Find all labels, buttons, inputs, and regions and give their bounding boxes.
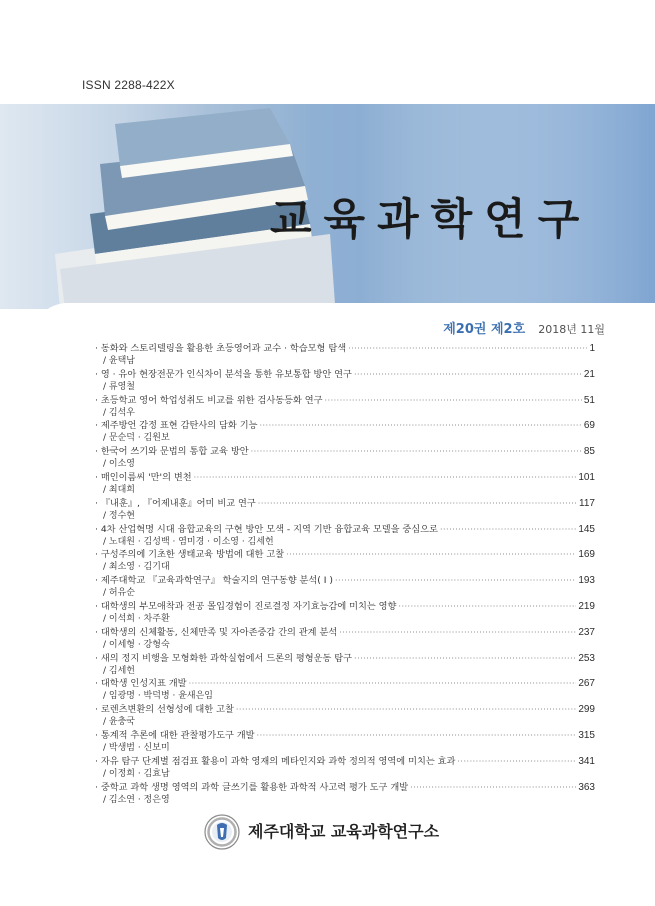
toc-entry xyxy=(95,601,595,627)
toc-authors: / 이석희 · 차주환 xyxy=(103,613,170,624)
toc-entry xyxy=(95,653,595,679)
issue-date: 2018년 11월 xyxy=(538,323,605,336)
leader-dots xyxy=(325,395,582,407)
toc-authors: / 류영철 xyxy=(103,381,135,392)
leader-dots xyxy=(398,601,576,613)
toc-title: · 영 · 유아 현장전문가 인식차이 분석을 통한 유보통합 방안 연구 xyxy=(95,368,352,380)
toc-title: · 동화와 스토리텔링을 활용한 초등영어과 교수 · 학습모형 탐색 xyxy=(95,343,347,354)
toc-title: · 대학생의 부모애착과 전공 몰입경험이 진로결정 자기효능감에 미치는 영향 xyxy=(95,600,397,612)
toc-page: 145 xyxy=(578,523,595,535)
toc-title: · 매인이름씨 '만'의 변천 xyxy=(95,471,192,483)
toc-entry xyxy=(95,524,595,550)
issue-info xyxy=(443,318,605,337)
toc-authors: / 최소영 · 김기대 xyxy=(103,562,170,573)
toc-authors: / 김세헌 xyxy=(103,665,135,676)
toc-authors: / 김소연 · 정은영 xyxy=(103,794,170,805)
toc-authors: / 이소영 xyxy=(103,459,135,470)
toc-page: 1 xyxy=(589,343,595,354)
leader-dots xyxy=(286,549,576,561)
toc-title: · 구성주의에 기초한 생태교육 방법에 대한 고찰 xyxy=(95,549,285,561)
toc-authors: / 허유순 xyxy=(103,588,135,599)
toc-page: 341 xyxy=(578,755,595,767)
toc-title: · 4차 산업혁명 시대 융합교육의 구현 방안 모색 - 지역 기반 융합교육 모델을 중심으로 xyxy=(95,523,438,535)
leader-dots xyxy=(354,369,582,381)
toc-page: 253 xyxy=(578,652,595,664)
toc-title: · 자유 탐구 단계별 점검표 활용이 과학 영재의 메타인지와 과학 정의적 영역에 미치는 효과 xyxy=(95,755,456,767)
leader-dots xyxy=(457,756,576,768)
toc-entry xyxy=(95,782,595,808)
toc-title: · 초등학교 영어 학업성취도 비교를 위한 검사동등화 연구 xyxy=(95,394,323,406)
leader-dots xyxy=(259,420,581,432)
toc-authors: / 정수현 xyxy=(103,510,135,521)
toc-entry xyxy=(95,369,595,395)
journal-title: 교육과학연구 xyxy=(270,195,592,245)
toc-title: · 새의 정지 비행을 모형화한 과학실험에서 드론의 평형운동 탐구 xyxy=(95,652,353,664)
issue-volume: 제20권 제2호 xyxy=(443,322,526,337)
toc-entry xyxy=(95,498,595,524)
leader-dots xyxy=(339,627,576,639)
toc-authors: / 이세형 · 강형숙 xyxy=(103,639,170,650)
toc-page: 363 xyxy=(578,781,595,793)
toc-entry xyxy=(95,343,595,369)
toc-authors: / 최대희 xyxy=(103,484,135,495)
toc-authors: / 이정희 · 김효남 xyxy=(103,768,170,779)
toc-authors: / 윤택남 xyxy=(103,356,135,366)
toc-authors: / 임광명 · 박덕병 · 윤새은임 xyxy=(103,691,213,702)
issn-number: ISSN 2288-422X xyxy=(82,78,175,92)
toc-page: 219 xyxy=(578,600,595,612)
toc-entry xyxy=(95,678,595,704)
toc-page: 315 xyxy=(578,729,595,741)
leader-dots xyxy=(251,446,582,458)
leader-dots xyxy=(410,782,576,794)
toc-title: · 통계적 추론에 대한 관찰평가도구 개발 xyxy=(95,729,255,741)
toc-entry xyxy=(95,446,595,472)
toc-page: 237 xyxy=(578,626,595,638)
toc-page: 299 xyxy=(578,704,595,716)
toc-entry xyxy=(95,756,595,782)
toc-page: 85 xyxy=(583,446,595,458)
leader-dots xyxy=(440,524,576,536)
toc-title: · 제주대학교 『교육과학연구』 학술지의 연구동향 분석( I ) xyxy=(95,575,333,587)
leader-dots xyxy=(257,730,577,742)
leader-dots xyxy=(194,472,577,484)
toc-page: 51 xyxy=(583,394,595,406)
toc-entry xyxy=(95,549,595,575)
toc-page: 69 xyxy=(583,420,595,432)
institute-seal-icon xyxy=(204,814,240,850)
toc-title: · 중학교 과학 생명 영역의 과학 글쓰기를 활용한 과학적 사고력 평가 도구 개발 xyxy=(95,781,409,793)
toc-page: 101 xyxy=(578,471,595,483)
publisher-name: 제주대학교 교육과학연구소 xyxy=(248,822,440,841)
toc-authors: / 김석우 xyxy=(103,407,135,418)
toc-page: 267 xyxy=(578,678,595,690)
toc-entry xyxy=(95,472,595,498)
toc-entry xyxy=(95,395,595,421)
toc-title: · 『내훈』, 『어제내훈』어미 비교 연구 xyxy=(95,497,256,509)
leader-dots xyxy=(189,678,577,690)
toc-page: 117 xyxy=(579,497,595,509)
toc-page: 169 xyxy=(578,549,595,561)
leader-dots xyxy=(258,498,577,510)
toc-entry xyxy=(95,420,595,446)
leader-dots xyxy=(236,704,576,716)
toc-entry xyxy=(95,627,595,653)
leader-dots xyxy=(335,575,576,587)
toc-title: · 대학생 인성지표 개발 xyxy=(95,678,187,690)
toc-title: · 대학생의 신체활동, 신체만족 및 자아존중감 간의 관계 분석 xyxy=(95,626,338,638)
toc-page: 193 xyxy=(578,575,595,587)
toc-entry xyxy=(95,730,595,756)
toc-title: · 로렌츠변환의 선형성에 대한 고찰 xyxy=(95,704,234,716)
table-of-contents xyxy=(95,343,595,807)
toc-page: 21 xyxy=(583,368,595,380)
toc-authors: / 박생범 · 신보미 xyxy=(103,742,170,753)
toc-entry xyxy=(95,575,595,601)
toc-authors: / 윤충국 xyxy=(103,717,135,728)
toc-authors: / 문순덕 · 김원보 xyxy=(103,433,170,444)
leader-dots xyxy=(354,653,576,665)
leader-dots xyxy=(348,343,587,355)
toc-authors: / 노대원 · 김성백 · 염미경 · 이소영 · 김세헌 xyxy=(103,536,274,547)
toc-entry xyxy=(95,704,595,730)
toc-title: · 제주방언 감정 표현 감탄사의 담화 기능 xyxy=(95,420,258,432)
toc-title: · 한국어 쓰기와 문법의 통합 교육 방안 xyxy=(95,446,249,458)
